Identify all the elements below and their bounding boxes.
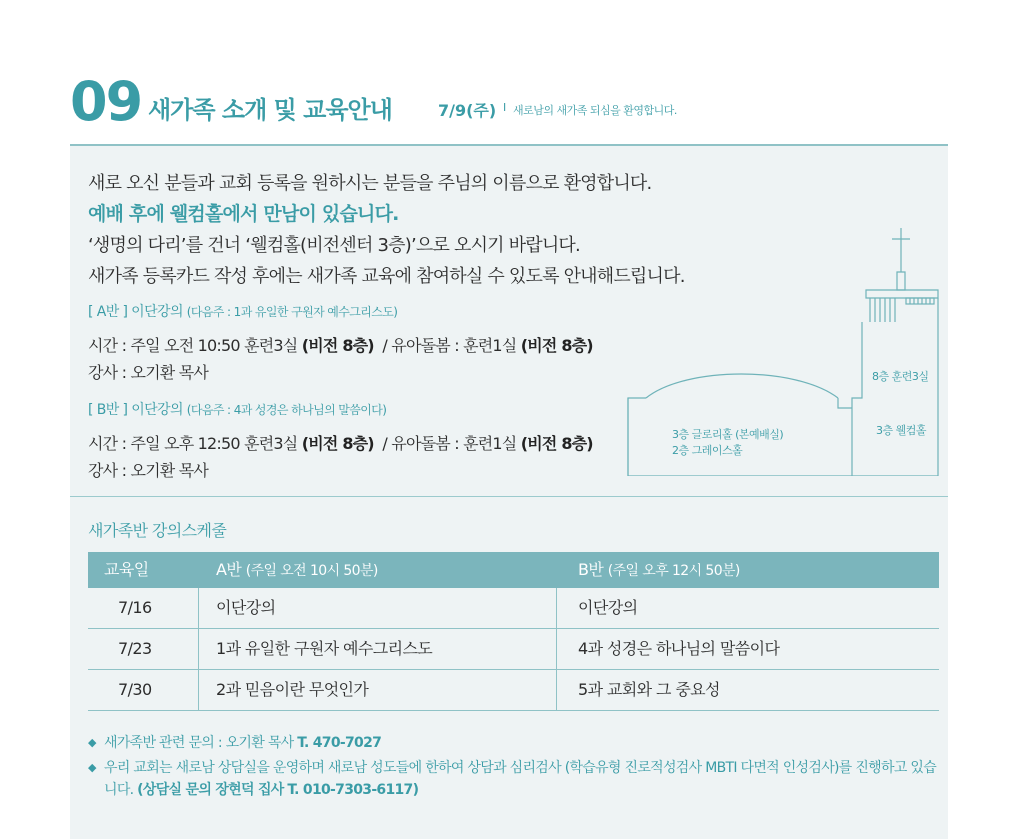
cell-day: 7/23 [118,639,152,658]
class-a-time-text: 시간 : 주일 오전 10:50 훈련3실 [88,336,298,355]
note1-phone: T. 470-7027 [297,735,382,751]
section-number: 09 [70,70,142,133]
note-item [88,732,948,754]
class-a-care-text: / 유아돌봄 : 훈련1실 [382,336,517,355]
note1-text: 새가족반 관련 문의 : 오기환 목사 [104,735,294,751]
class-b-note: (다음주 : 4과 성경은 하나님의 말씀이다) [186,403,387,417]
label-grace-hall: 2층 그레이스홀 [672,444,743,457]
cell-day: 7/16 [118,598,152,617]
class-b-title: [ B반 ] 이단강의 [88,402,183,418]
section-title: 새가족 소개 및 교육안내 [148,96,392,124]
content-panel [70,144,948,839]
header-separator: I [503,101,507,114]
header-day: 교육일 [104,560,149,579]
header-a-label: A반 [216,560,242,579]
column-divider [198,588,199,711]
class-b-time-place: (비전 8층) [301,434,374,453]
header-b-label: B반 [578,560,604,579]
note-item [88,757,948,801]
note2-contact: (상담실 문의 장현덕 집사 [137,782,284,798]
cell-a: 2과 믿음이란 무엇인가 [216,680,369,699]
class-a-title: [ A반 ] 이단강의 [88,304,183,320]
table-row [88,629,939,670]
table-row [88,588,939,629]
column-divider [556,588,557,711]
class-b-teacher: 강사 : 오기환 목사 [88,461,209,480]
table-header [88,552,939,588]
label-floor8: 8층 훈련3실 [872,370,929,383]
class-a-time [88,333,593,356]
class-b-care-place: (비전 8층) [520,434,593,453]
class-b-time-text: 시간 : 주일 오후 12:50 훈련3실 [88,434,298,453]
intro-line: 새가족 등록카드 작성 후에는 새가족 교육에 참여하실 수 있도록 안내해드립니다. [88,266,685,287]
header-class-a [216,552,378,588]
notes [88,732,948,801]
header-class-b [578,552,740,588]
class-b-heading [88,399,386,419]
intro-line: 새로 오신 분들과 교회 등록을 원하시는 분들을 주님의 이름으로 환영합니다. [88,173,652,194]
class-b-time [88,431,593,454]
section-date: 7/9(주) [438,101,497,120]
schedule-title: 새가족반 강의스케줄 [88,521,227,540]
class-a-note: (다음주 : 1과 유일한 구원자 예수그리스도) [186,305,398,319]
diamond-bullet-icon: ◆ [88,736,96,749]
diamond-bullet-icon: ◆ [88,761,96,774]
cell-a: 1과 유일한 구원자 예수그리스도 [216,639,433,658]
cell-b: 이단강의 [578,598,638,617]
class-b-care-text: / 유아돌봄 : 훈련1실 [382,434,517,453]
header-b-time: (주일 오후 12시 50분) [607,563,740,579]
section-subtitle: 새로남의 새가족 되심을 환영합니다. [513,104,677,117]
label-glory-hall: 3층 글로리홀 (본예배실) [672,428,784,441]
class-a-heading [88,301,397,321]
note2-phone: T. 010-7303-6117) [287,782,419,798]
class-a-teacher: 강사 : 오기환 목사 [88,363,209,382]
cell-day: 7/30 [118,680,152,699]
header-a-time: (주일 오전 10시 50분) [245,563,378,579]
class-a-care-place: (비전 8층) [520,336,593,355]
intro-highlight: 예배 후에 웰컴홀에서 만남이 있습니다. [88,203,399,225]
section-divider [70,496,948,497]
note2-text: 우리 교회는 새로남 상담실을 운영하며 새로남 성도들에 한하여 상담과 심리검사 (학습유형 진로적성검사 MBTI 다면적 인성검사)를 진행하고 있습니다. [104,760,937,798]
cell-b: 5과 교회와 그 중요성 [578,680,720,699]
class-a-time-place: (비전 8층) [301,336,374,355]
table-row [88,670,939,711]
building-diagram [626,226,944,476]
intro-line: ‘생명의 다리’를 건너 ‘웰컴홀(비전센터 3층)’으로 오시기 바랍니다. [88,235,580,256]
cell-b: 4과 성경은 하나님의 말씀이다 [578,639,780,658]
schedule-table [88,552,939,711]
cell-a: 이단강의 [216,598,276,617]
label-floor3: 3층 웰컴홀 [876,424,926,437]
